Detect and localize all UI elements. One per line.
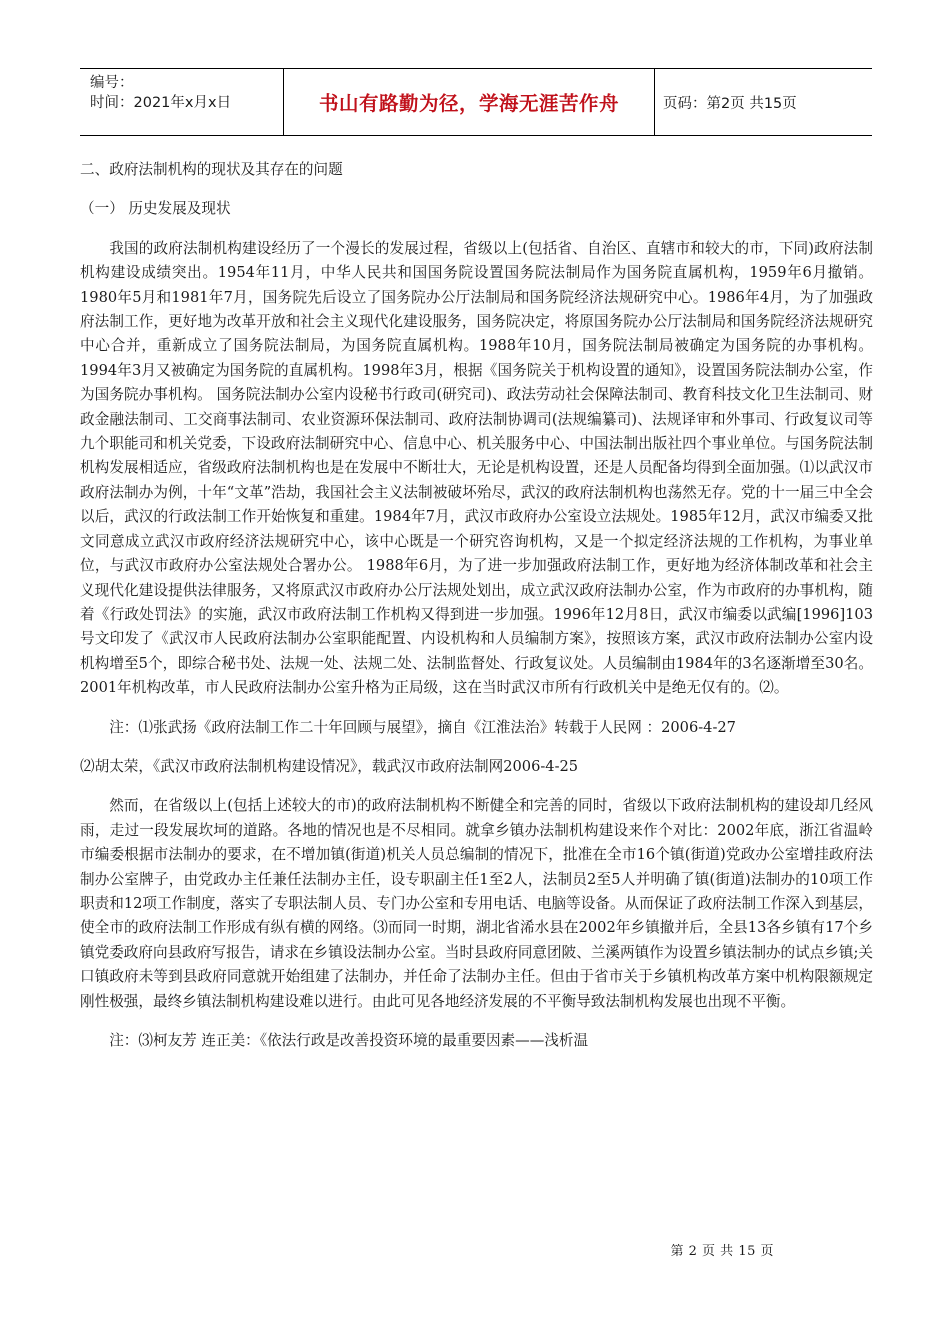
footnote-3: 注：⑶柯友芳 连正美：《依法行政是改善投资环境的最重要因素——浅析温 bbox=[109, 1032, 589, 1049]
header-motto: 书山有路勤为径，学海无涯苦作舟 bbox=[283, 69, 655, 135]
document-body bbox=[80, 158, 873, 1053]
subsection-title: （一） 历史发展及现状 bbox=[80, 200, 231, 218]
footnote-2: ⑵胡太荣，《武汉市政府法制机构建设情况》，载武汉市政府法制网2006-4-25 bbox=[80, 757, 579, 775]
page-footer: 第 2 页 共 15 页 bbox=[670, 1244, 774, 1259]
page-header bbox=[80, 68, 872, 136]
header-info bbox=[80, 69, 283, 135]
document-number-label: 编号： bbox=[90, 75, 134, 91]
footnote-1: 注：⑴张武扬《政府法制工作二十年回顾与展望》，摘自《江淮法治》转载于人民网 ：2006-4-27 bbox=[109, 718, 736, 736]
section-title: 二、政府法制机构的现状及其存在的问题 bbox=[80, 161, 343, 178]
paragraph-1: 我国的政府法制机构建设经历了一个漫长的发展过程，省级以上(包括省、自治区、直辖市和较大的市，下同)政府法制机构建设成绩突出。1954年11月，中华人民共和国国务院设置国务院法制局作为国务院直属机构，1959年6月撤销。1980年5月和1981年7月，国务院先后设立了国务院办公厅法制局和国务院经济法规研究中心。1986年4月，为了加强政府法制工作，更好地为改革开放和社会主义现代化建设服务，国务院决定，将原国务院办公厅法制局和国务院经济法规研究中心合并，重新成立了国务院法制局，为国务院直属机构。1988年10月，国务院法制局被确定为国务院的办事机构。1994年3月又被确定为国务院的直属机构。1998年3月，根据《国务院关于机构设置的通知》，设置国务院法制办公室，作为国务院办事机构。 国务院法制办公室内设秘书行政司(研究司)、政法劳动社会保障法制司、教育科技文化卫生法制司、财政金融法制司、工交商事法制司、农业资源环保法制司、政府法制协调司(法规编纂司)、法规译审和外事司、行政复议司等九个职能司和机关党委，下设政府法制研究中心、信息中心、机关服务中心、中国法制出版社四个事业单位。与国务院法制机构发展相适应，省级政府法制机构也是在发展中不断壮大，无论是机构设置，还是人员配备均得到全面加强。⑴以武汉市政府法制办为例，十年“文革”浩劫，我国社会主义法制被破坏殆尽，武汉的政府法制机构也荡然无存。党的十一届三中全会以后，武汉的行政法制工作开始恢复和重建。1984年7月，武汉市政府办公室设立法规处。1985年12月，武汉市编委又批文同意成立武汉市政府经济法规研究中心，该中心既是一个研究咨询机构，又是一个拟定经济法规的工作机构，为事业单位，与武汉市政府办公室法规处合署办公。 1988年6月，为了进一步加强政府法制工作，更好地为经济体制改革和社会主义现代化建设提供法律服务，又将原武汉市政府办公厅法规处划出，成立武汉政府法制办公室，作为市政府的办事机构，随着《行政处罚法》的实施，武汉市政府法制工作机构又得到进一步加强。1996年12月8日，武汉市编委以武编[1996]103号文印发了《武汉市人民政府法制办公室职能配置、内设机构和人员编制方案》，按照该方案，武汉市政府法制办公室内设机构增至5个，即综合秘书处、法规一处、法规二处、法制监督处、行政复议处。人员编制由1984年的3名逐渐增至30名。2001年机构改革，市人民政府法制办公室升格为正局级，这在当时武汉市所有行政机关中是绝无仅有的。⑵。 bbox=[80, 239, 873, 697]
document-date-label: 时间：2021年x月x日 bbox=[90, 95, 232, 111]
paragraph-2: 然而，在省级以上(包括上述较大的市)的政府法制机构不断健全和完善的同时，省级以下政府法制机构的建设却几经风雨，走过一段发展坎坷的道路。各地的情况也是不尽相同。就拿乡镇办法制机构建设来作个对比：2002年底，浙江省温岭市编委根据市法制办的要求，在不增加镇(街道)机关人员总编制的情况下，批准在全市16个镇(街道)党政办公室增挂政府法制办公室牌子，由党政办主任兼任法制办主任，设专职副主任1至2人，法制员2至5人并明确了镇(街道)法制办的10项工作职责和12项工作制度，落实了专职法制人员、专门办公室和专用电话、电脑等设备。从而保证了政府法制工作深入到基层，使全市的政府法制工作形成有纵有横的网络。⑶而同一时期，湖北省浠水县在2002年乡镇撤并后，全县13各乡镇有17个乡镇党委政府向县政府写报告，请求在乡镇设法制办公室。当时县政府同意团陂、兰溪两镇作为设置乡镇法制办的试点乡镇;关口镇政府未等到县政府同意就开始组建了法制办，并任命了法制办主任。但由于省市关于乡镇机构改革方案中机构限额规定刚性极强，最终乡镇法制机构建设难以进行。由此可见各地经济发展的不平衡导致法制机构发展也出现不平衡。 bbox=[80, 797, 873, 1010]
header-page-number: 页码：第2页 共15页 bbox=[663, 95, 797, 112]
